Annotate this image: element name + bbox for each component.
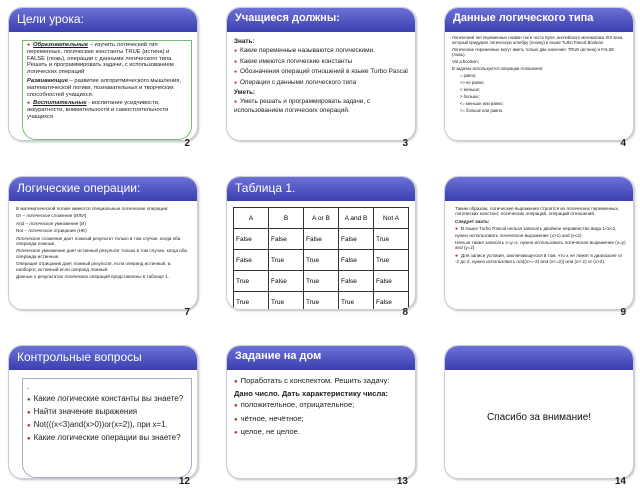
text-line: = равно; xyxy=(460,73,477,78)
slide-card xyxy=(444,176,634,310)
goal-lead: Развивающие xyxy=(27,77,68,84)
table-cell: True xyxy=(234,271,269,292)
know-item: ● Операции с данными логического типа xyxy=(234,79,410,87)
slide-number: 3 xyxy=(402,138,408,149)
can-label: Уметь: xyxy=(234,89,256,97)
table-cell: False xyxy=(339,271,374,292)
table-header: Not A xyxy=(374,208,409,229)
know-label: Знать: xyxy=(234,38,255,45)
text-line: Таким образом, логические выражения строятся из логических переменных, логических констант, логических операций, операций отношений. xyxy=(455,206,620,217)
table-header: A xyxy=(234,208,269,229)
table-cell: False xyxy=(234,229,269,250)
homework-option: ● целое, не целое. xyxy=(234,427,410,438)
slide-number: 12 xyxy=(178,476,190,487)
slide-title: Задание на дом xyxy=(235,350,322,362)
slide-card xyxy=(8,345,198,479)
homework-option: ● положительное, отрицательное; xyxy=(234,400,410,411)
truth-table xyxy=(233,207,409,310)
slide-card xyxy=(8,7,198,141)
table-cell: False xyxy=(269,271,304,292)
slide-card xyxy=(226,176,416,310)
thanks-text: Спасибо за внимание! xyxy=(486,412,592,423)
text-line: Данные о результатах логических операций представлены в таблице 1. xyxy=(16,274,170,280)
text-line: > больше; xyxy=(460,94,480,99)
table-cell: True xyxy=(269,292,304,311)
slide-title: Цели урока: xyxy=(17,12,84,26)
text-line: Следует знать: xyxy=(455,218,490,224)
table-cell: True xyxy=(374,229,409,250)
slide-title-bar xyxy=(445,8,633,32)
slide-number: 7 xyxy=(184,307,190,318)
slide-title: Данные логического типа xyxy=(453,12,594,24)
table-cell: False xyxy=(269,229,304,250)
text-line: Not – логическое отрицание (НЕ) xyxy=(16,228,87,234)
question-item: ● Not(((x<3)and(x>0))or(x=2)), при x=1. xyxy=(27,420,187,431)
text-line: Логическое сложение дает ложный результат только в том случае, когда оба операнда ложные. xyxy=(16,235,181,247)
text-line: Or – логическое сложение (ИЛИ) xyxy=(16,213,87,219)
slide-title: Учащиеся должны: xyxy=(235,12,340,24)
table-cell: False xyxy=(339,250,374,271)
table-cell: True xyxy=(269,250,304,271)
goal-text: – изучить логический тип переменных, логические константы TRUE (истина) и FALSE (ложь), операции с данными логического типа. Решать и программировать задачи, с использованием логических операций xyxy=(27,42,174,76)
text-line: Логический тип переменных назван так в честь Буля, английского математика XIX века, который придумал логическую алгебру (логику) в языке Turbo Pascal Boolean. xyxy=(452,35,624,45)
text-line: And – логическое умножение (И) xyxy=(16,220,86,226)
slide-number: 8 xyxy=(402,307,408,318)
text-line: >= больше или равно. xyxy=(460,108,504,113)
goal-text: - воспитание усидчивости, аккуратности, внимательности и самостоятельности учащихся. xyxy=(27,100,169,120)
text-line: В математической логике имеются специальные логические операции: xyxy=(16,206,169,211)
goal-lead: Воспитательные xyxy=(33,100,87,107)
table-cell: False xyxy=(234,250,269,271)
slide-number: 2 xyxy=(184,138,190,149)
text-line: Логическое умножение дает истинный результат только в том случае, когда оба операнда истинные. xyxy=(16,248,187,259)
slide-card xyxy=(8,176,198,310)
slide-title-bar xyxy=(227,346,415,370)
homework-item: ● Поработать с конспектом. Решить задачу: xyxy=(234,376,410,387)
table-header: B xyxy=(269,208,304,229)
slide-title-bar xyxy=(9,346,197,370)
slide-thumbnail-3[interactable] xyxy=(222,4,422,149)
table-header: A or B xyxy=(304,208,339,229)
table-row xyxy=(234,250,409,271)
text-line: В задачах используются операции отношения: xyxy=(452,66,544,71)
table-cell: True xyxy=(234,292,269,311)
slide-title-bar xyxy=(227,177,415,201)
slide-thumbnail-13[interactable] xyxy=(222,342,422,487)
slide-title: Контрольные вопросы xyxy=(17,350,142,364)
slide-card xyxy=(226,345,416,479)
know-item: ● Какие переменные называются логическими. xyxy=(234,47,410,55)
slide-title-bar xyxy=(445,346,633,370)
table-row xyxy=(234,271,409,292)
goal-lead: Образовательные xyxy=(33,42,89,48)
question-item: ● Какие логические операции вы знаете? xyxy=(27,433,187,444)
slide-number: 13 xyxy=(396,476,408,487)
table-cell: True xyxy=(304,250,339,271)
text-line: Нельзя также записать x=y=z, нужно использовать логическое выражение (x=y) and (y=z) xyxy=(455,240,626,251)
slide-card xyxy=(226,7,416,141)
slide-thumbnail-8[interactable] xyxy=(222,173,422,318)
text-line: ● В языке Turbo Pascal нельзя записать двойное неравенство вида 1<x<2, нужно использовать логическое выражение (x>1) and (x<2) xyxy=(455,226,627,238)
homework-option: ● чётное, нечётное; xyxy=(234,414,410,425)
text-line: Var a:boolean; xyxy=(452,59,479,64)
question-item: ● Какие логические константы вы знаете? xyxy=(27,394,187,405)
can-item: ● Уметь решать и программировать задачи, с использованием логических операций. xyxy=(234,98,410,114)
text-line: <= меньше или равно; xyxy=(460,101,504,106)
slide-title: Таблица 1. xyxy=(235,181,296,195)
table-cell: True xyxy=(304,292,339,311)
goal-text: – развитие алгоритмического мышления, математической логики, познавательных и творческих способностей учащихся. xyxy=(27,77,182,98)
table-cell: True xyxy=(374,250,409,271)
text-line: <> не равно; xyxy=(460,80,485,85)
table-cell: True xyxy=(304,271,339,292)
table-cell: False xyxy=(374,292,409,311)
question-item: ● Найти значение выражения xyxy=(27,407,187,418)
homework-task: Дано число. Дать характеристику числа: xyxy=(234,389,388,399)
table-cell: True xyxy=(339,292,374,311)
slide-number: 4 xyxy=(620,138,626,149)
slide-title-bar xyxy=(9,8,197,32)
slide-thumbnail-9[interactable] xyxy=(440,173,640,318)
slide-card xyxy=(444,345,634,479)
table-cell: False xyxy=(304,229,339,250)
table-cell: False xyxy=(374,271,409,292)
slide-number: 9 xyxy=(620,307,626,318)
table-row xyxy=(234,292,409,311)
slide-thumbnail-12[interactable] xyxy=(4,342,204,487)
text-line: < меньше; xyxy=(460,87,481,92)
know-item: ● Какие имеются логические константы xyxy=(234,58,410,66)
slide-thumbnail-14[interactable] xyxy=(440,342,640,487)
text-line: Логические переменные могут иметь только два значения: TRUE (истина) и FALSE (ложь). xyxy=(452,47,615,57)
slide-title-bar xyxy=(227,8,415,32)
table-header-row xyxy=(234,208,409,229)
slide-thumbnail-7[interactable] xyxy=(4,173,204,318)
slide-card xyxy=(444,7,634,141)
slide-title: Логические операции: xyxy=(17,181,141,195)
table-row xyxy=(234,229,409,250)
text-line: Операция отрицания дает ложный результат, если операнд истинный, и, наоборот, истинный если операнд ложный. xyxy=(16,261,172,272)
table-cell: False xyxy=(339,229,374,250)
slide-thumbnail-4[interactable] xyxy=(440,4,640,149)
text-line: ● Для записи условия, заключающегося в том, что x не лежит в диапазоне от -2 до 2, нужно использовать not((x>=-2) and (x<=2)) или (x<-2) or (x>2). xyxy=(455,253,627,265)
slide-title-bar xyxy=(9,177,197,201)
slide-thumbnail-2[interactable] xyxy=(4,4,204,149)
dot-marker: . xyxy=(27,382,30,391)
slide-number: 14 xyxy=(614,476,626,487)
slide-title-bar xyxy=(445,177,633,201)
table-header: A and B xyxy=(339,208,374,229)
know-item: ● Обозначения операций отношений в языке Turbo Pascal xyxy=(234,68,410,76)
